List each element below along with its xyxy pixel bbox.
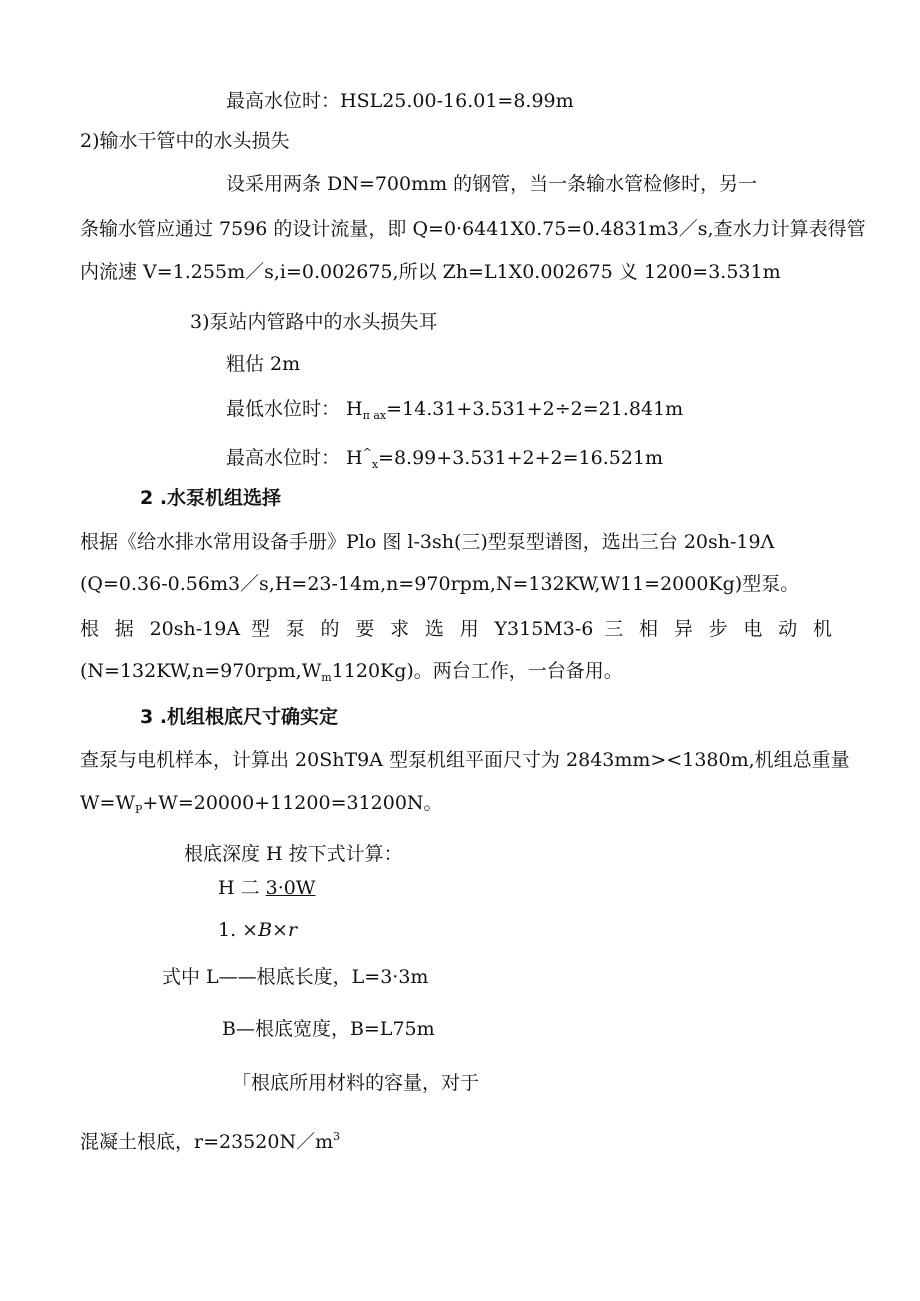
text-line: (Q=0.36-0.56m3／s,H=23-14m,n=970rpm,N=132KW,W11=2000Kg)型泵。 (80, 573, 800, 595)
formula-text: =8.99+3.531+2+2=16.521m (378, 447, 664, 469)
formula-text: W=W (80, 792, 135, 814)
section-heading: 3)泵站内管路中的水头损失耳 (190, 311, 438, 333)
section-heading: 3 .机组根底尺寸确实定 (140, 706, 339, 728)
superscript: 3 (333, 1130, 341, 1143)
subscript: x (371, 458, 379, 471)
formula-line (80, 791, 443, 822)
text-line: 式中 L——根底长度，L=3·3m (162, 966, 429, 988)
formula-text: H 二 (218, 877, 266, 899)
text-line: 根底深度 H 按下式计算： (184, 843, 403, 865)
formula-line (226, 397, 683, 428)
formula-text: 最高水位时： H (226, 447, 363, 469)
text-line: 粗估 2m (226, 353, 301, 375)
text-line: 设采用两条 DN=700mm 的钢管，当一条输水管检修时，另一 (226, 173, 758, 195)
text-segment: 1120Kg)。两台工作，一台备用。 (331, 660, 623, 682)
text-line: 条输水管应通过 7596 的设计流量，即 Q=0·6441X0.75=0.4831m3／s,查水力计算表得管 (80, 218, 866, 240)
formula-text: 1. (218, 919, 243, 941)
text-segment: 混凝土根底，r=23520N／m (80, 1131, 334, 1153)
text-segment: (N=132KW,n=970rpm,W (80, 660, 322, 682)
formula-denominator (218, 918, 297, 942)
section-heading: 2 .水泵机组选择 (140, 487, 282, 509)
text-line (80, 1125, 340, 1154)
text-line: 查泵与电机样本，计算出 20ShT9A 型泵机组平面尺寸为 2843mm><1380m,机组总重量 (80, 749, 850, 771)
formula-line (226, 441, 663, 477)
subscript: P (134, 803, 143, 816)
text-line: 最高水位时：HSL25.00-16.01=8.99m (226, 90, 574, 112)
formula-text: =14.31+3.531+2÷2=21.841m (386, 398, 684, 420)
subscript: π ax (362, 409, 387, 422)
text-line: 内流速 V=1.255m／s,i=0.002675,所以 Zh=L1X0.002675 义 1200=3.531m (80, 261, 781, 283)
text-line: 「根底所用材料的容量，对于 (232, 1072, 480, 1094)
formula-text: +W=20000+11200=31200N。 (142, 792, 443, 814)
fraction-numerator: 3·0W (265, 877, 316, 899)
text-line: 根据《给水排水常用设备手册》Plo 图 l-3sh(三)型泵型谱图，选出三台 20sh-19Λ (80, 531, 775, 553)
text-line: 根 据 20sh-19A 型 泵 的 要 求 选 用 Y315M3-6 三 相 异 步 电 动 机 (80, 618, 832, 640)
formula-numerator (218, 876, 315, 900)
text-line: B—根底宽度，B=L75m (222, 1018, 435, 1040)
subscript: m (321, 671, 332, 684)
formula-text: 最低水位时： H (226, 398, 363, 420)
section-heading: 2)输水干管中的水头损失 (80, 130, 290, 152)
text-line (80, 659, 623, 690)
superscript: ^ (362, 446, 372, 459)
fraction-denominator: ×B×r (242, 919, 298, 941)
